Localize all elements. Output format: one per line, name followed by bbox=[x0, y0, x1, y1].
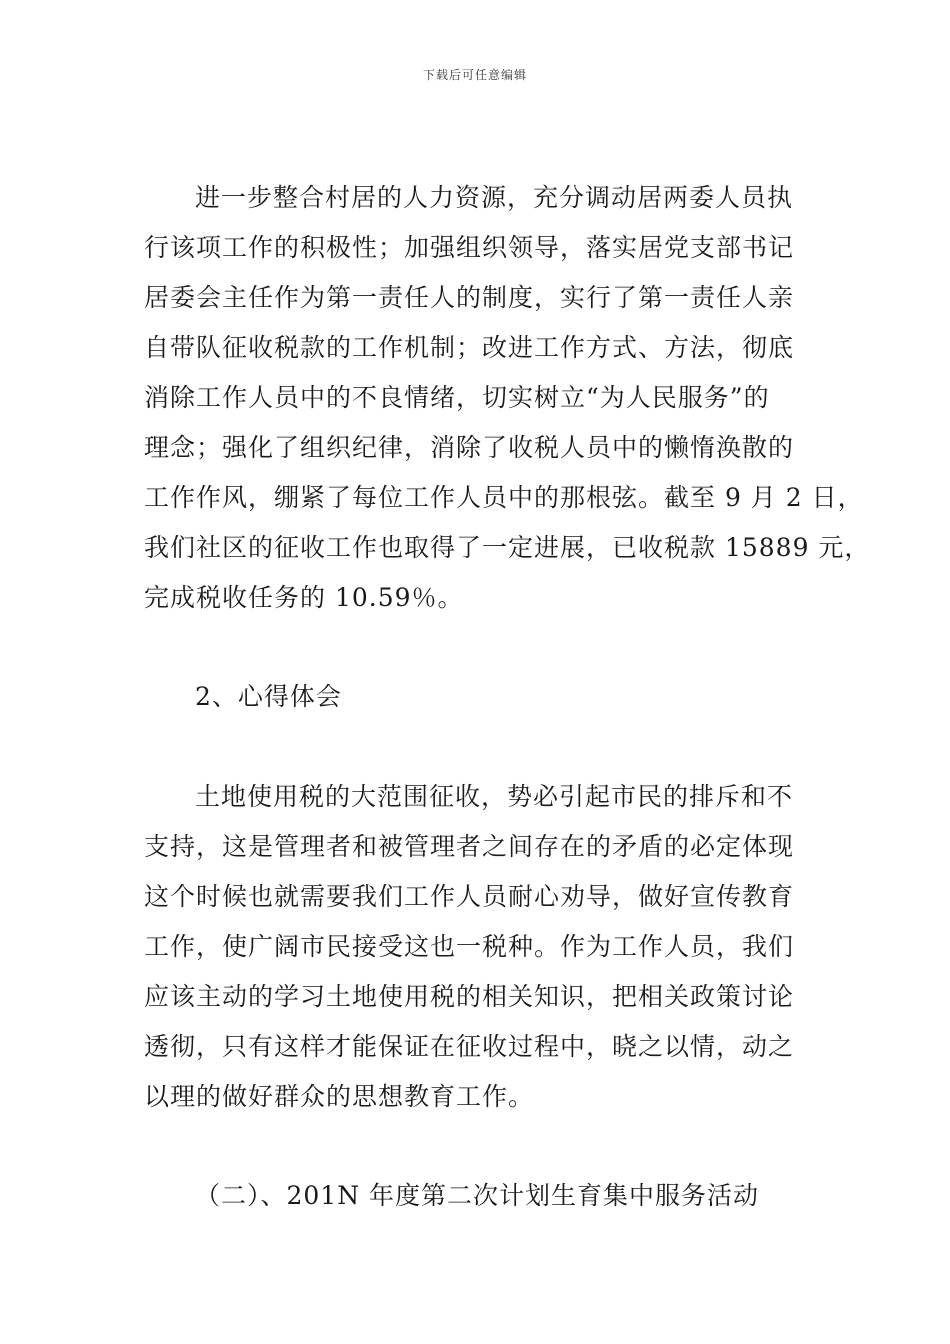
paragraph-line: 透彻，只有这样才能保证在征收过程中，晓之以情，动之 bbox=[144, 1032, 795, 1061]
paragraph-line: 工作，使广阔市民接受这也一税种。作为工作人员，我们 bbox=[144, 932, 795, 961]
paragraph-line: 我们社区的征收工作也取得了一定进展，已收税款 15889 元， bbox=[144, 533, 871, 562]
paragraph-line: 应该主动的学习土地使用税的相关知识，把相关政策讨论 bbox=[144, 982, 795, 1011]
paragraph-line: 这个时候也就需要我们工作人员耐心劝导，做好宣传教育 bbox=[144, 882, 795, 911]
paragraph-line: 支持，这是管理者和被管理者之间存在的矛盾的必定体现 bbox=[144, 832, 795, 861]
paragraph-line: 土地使用税的大范围征收，势必引起市民的排斥和不 bbox=[195, 782, 794, 811]
page-header-note: 下载后可任意编辑 bbox=[422, 68, 527, 82]
paragraph-line: 行该项工作的积极性；加强组织领导，落实居党支部书记 bbox=[144, 233, 795, 262]
paragraph-line: 消除工作人员中的不良情绪，切实树立“为人民服务”的 bbox=[144, 383, 770, 412]
section-heading-family-planning: （二）、201N 年度第二次计划生育集中服务活动 bbox=[195, 1181, 760, 1210]
section-heading-experience: 2、心得体会 bbox=[195, 682, 342, 711]
paragraph-line: 完成税收任务的 10.59％。 bbox=[144, 583, 464, 612]
paragraph-line: 以理的做好群众的思想教育工作。 bbox=[144, 1082, 535, 1111]
paragraph-line: 工作作风，绷紧了每位工作人员中的那根弦。截至 9 月 2 日， bbox=[144, 483, 864, 512]
paragraph-line: 进一步整合村居的人力资源，充分调动居两委人员执 bbox=[195, 183, 794, 212]
paragraph-line: 理念；强化了组织纪律，消除了收税人员中的懒惰涣散的 bbox=[144, 433, 795, 462]
paragraph-line: 居委会主任作为第一责任人的制度，实行了第一责任人亲 bbox=[144, 283, 795, 312]
paragraph-line: 自带队征收税款的工作机制；改进工作方式、方法，彻底 bbox=[144, 333, 795, 362]
